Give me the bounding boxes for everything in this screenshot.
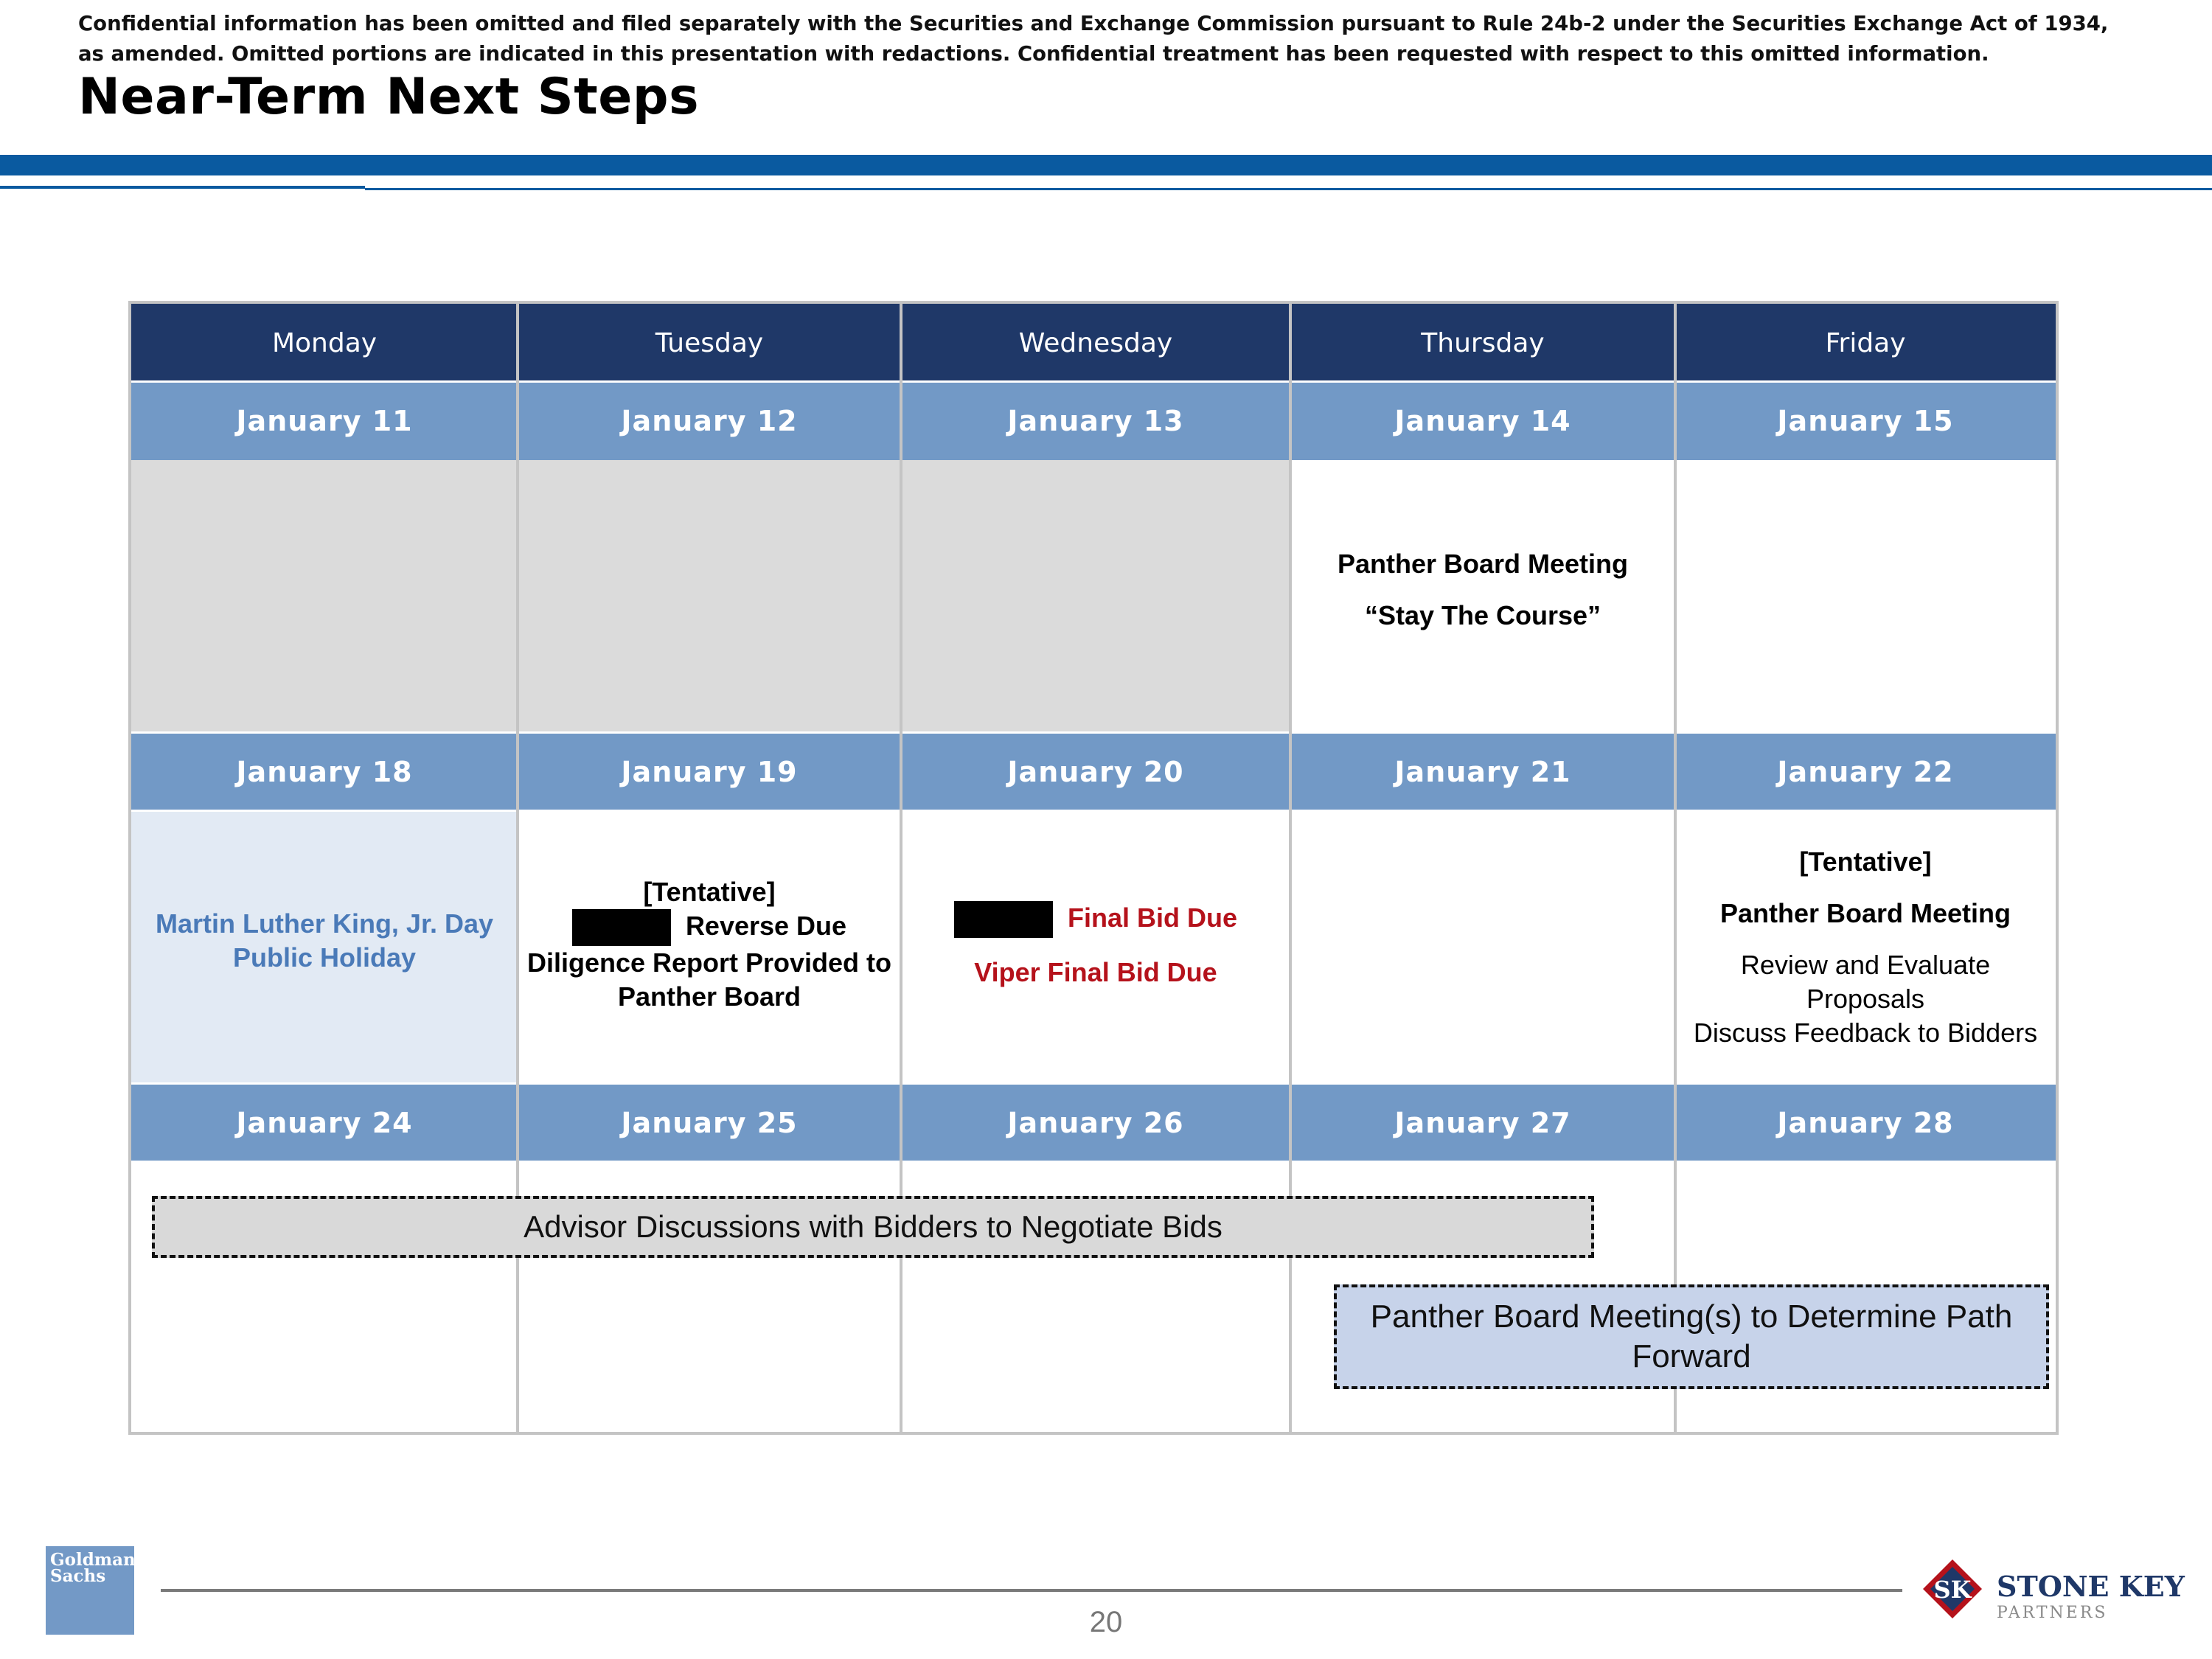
- date-header: January 19: [518, 733, 901, 811]
- day-cell-jan-14: [1290, 460, 1675, 733]
- date-header: January 21: [1290, 733, 1675, 811]
- date-header: January 15: [1675, 382, 2056, 460]
- day-header-thursday: Thursday: [1290, 304, 1675, 382]
- date-header: January 12: [518, 382, 901, 460]
- date-header: January 11: [131, 382, 518, 460]
- date-header: January 28: [1675, 1084, 2056, 1162]
- day-cell-jan-21: [1290, 811, 1675, 1084]
- day-cell-jan-15: [1675, 460, 2056, 733]
- day-header-tuesday: Tuesday: [518, 304, 901, 382]
- row-separator: [131, 810, 2056, 812]
- column-divider: [900, 304, 902, 1432]
- event-final-bid-due: Final Bid Due: [954, 901, 1237, 938]
- svg-text:SK: SK: [1933, 1576, 1972, 1604]
- day-cell-jan-22: [1675, 811, 2056, 1084]
- day-cell-jan-19: [518, 811, 901, 1084]
- date-header: January 26: [901, 1084, 1290, 1162]
- advisor-discussions-span: Advisor Discussions with Bidders to Negotiate Bids: [152, 1196, 1594, 1258]
- page-number: 20: [1089, 1606, 1123, 1638]
- date-header: January 24: [131, 1084, 518, 1162]
- header-rule-thin-left: [0, 186, 365, 189]
- stone-key-logo: SK STONE KEY PARTNERS: [1914, 1558, 2194, 1624]
- redaction-block: [954, 901, 1053, 938]
- event-review-evaluate: Review and Evaluate: [1740, 950, 1991, 980]
- day-cell-jan-20: [901, 811, 1290, 1084]
- day-header-wednesday: Wednesday: [901, 304, 1290, 382]
- column-divider: [1289, 304, 1292, 1432]
- event-reverse-due: Reverse Due: [572, 909, 846, 946]
- event-panther-board-meeting: Panther Board Meeting: [1719, 898, 2011, 928]
- day-cell-jan-12: [518, 460, 901, 733]
- event-discuss-feedback: Discuss Feedback to Bidders: [1693, 1018, 2038, 1048]
- column-divider: [1674, 304, 1677, 1432]
- row-separator: [131, 1161, 2056, 1163]
- header-rule-thin-right: [365, 188, 2212, 190]
- row-separator: [131, 1082, 2056, 1085]
- event-diligence-report-cont: Panther Board: [617, 981, 801, 1012]
- row-separator: [131, 731, 2056, 734]
- redaction-block: [572, 909, 671, 946]
- event-mlk-day: Martin Luther King, Jr. Day: [155, 908, 494, 939]
- day-header-friday: Friday: [1675, 304, 2056, 382]
- event-viper-final-bid: Viper Final Bid Due: [974, 957, 1217, 988]
- panther-board-meetings-span: Panther Board Meeting(s) to Determine Path Forward: [1334, 1284, 2049, 1389]
- header-rule: [0, 155, 2212, 175]
- page-title: Near-Term Next Steps: [78, 68, 700, 126]
- day-cell-jan-13: [901, 460, 1290, 733]
- footer-rule: [161, 1589, 1902, 1592]
- date-header: January 13: [901, 382, 1290, 460]
- date-header: January 25: [518, 1084, 901, 1162]
- event-stay-the-course: “Stay The Course”: [1364, 600, 1601, 630]
- event-proposals: Proposals: [1806, 984, 1925, 1014]
- row-separator: [131, 380, 2056, 383]
- event-diligence-report: Diligence Report Provided to: [526, 947, 892, 978]
- day-header-monday: Monday: [131, 304, 518, 382]
- day-cell-jan-11: [131, 460, 518, 733]
- stone-key-diamond-icon: [1921, 1558, 1983, 1620]
- date-header: January 22: [1675, 733, 2056, 811]
- date-header: January 27: [1290, 1084, 1675, 1162]
- event-tentative-label: [Tentative]: [643, 876, 776, 907]
- date-header: January 14: [1290, 382, 1675, 460]
- event-tentative-label: [Tentative]: [1799, 846, 1932, 877]
- goldman-sachs-logo: Goldman Sachs: [46, 1546, 134, 1635]
- day-cell-jan-18: [131, 811, 518, 1084]
- calendar-grid: [128, 301, 2059, 1435]
- confidentiality-notice: Confidential information has been omitted and filed separately with the Securities and Exchange Commission pursuant to Rule 24b-2 under the Securities Exchange Act of 1934, as amended. Omitted portions are indicated in this presentation with redactions. Confidential treatment has been requested with respect to this omitted information.: [78, 12, 2109, 66]
- event-public-holiday: Public Holiday: [232, 942, 417, 973]
- event-panther-board-meeting: Panther Board Meeting: [1337, 549, 1629, 579]
- date-header: January 18: [131, 733, 518, 811]
- column-divider: [516, 304, 519, 1432]
- date-header: January 20: [901, 733, 1290, 811]
